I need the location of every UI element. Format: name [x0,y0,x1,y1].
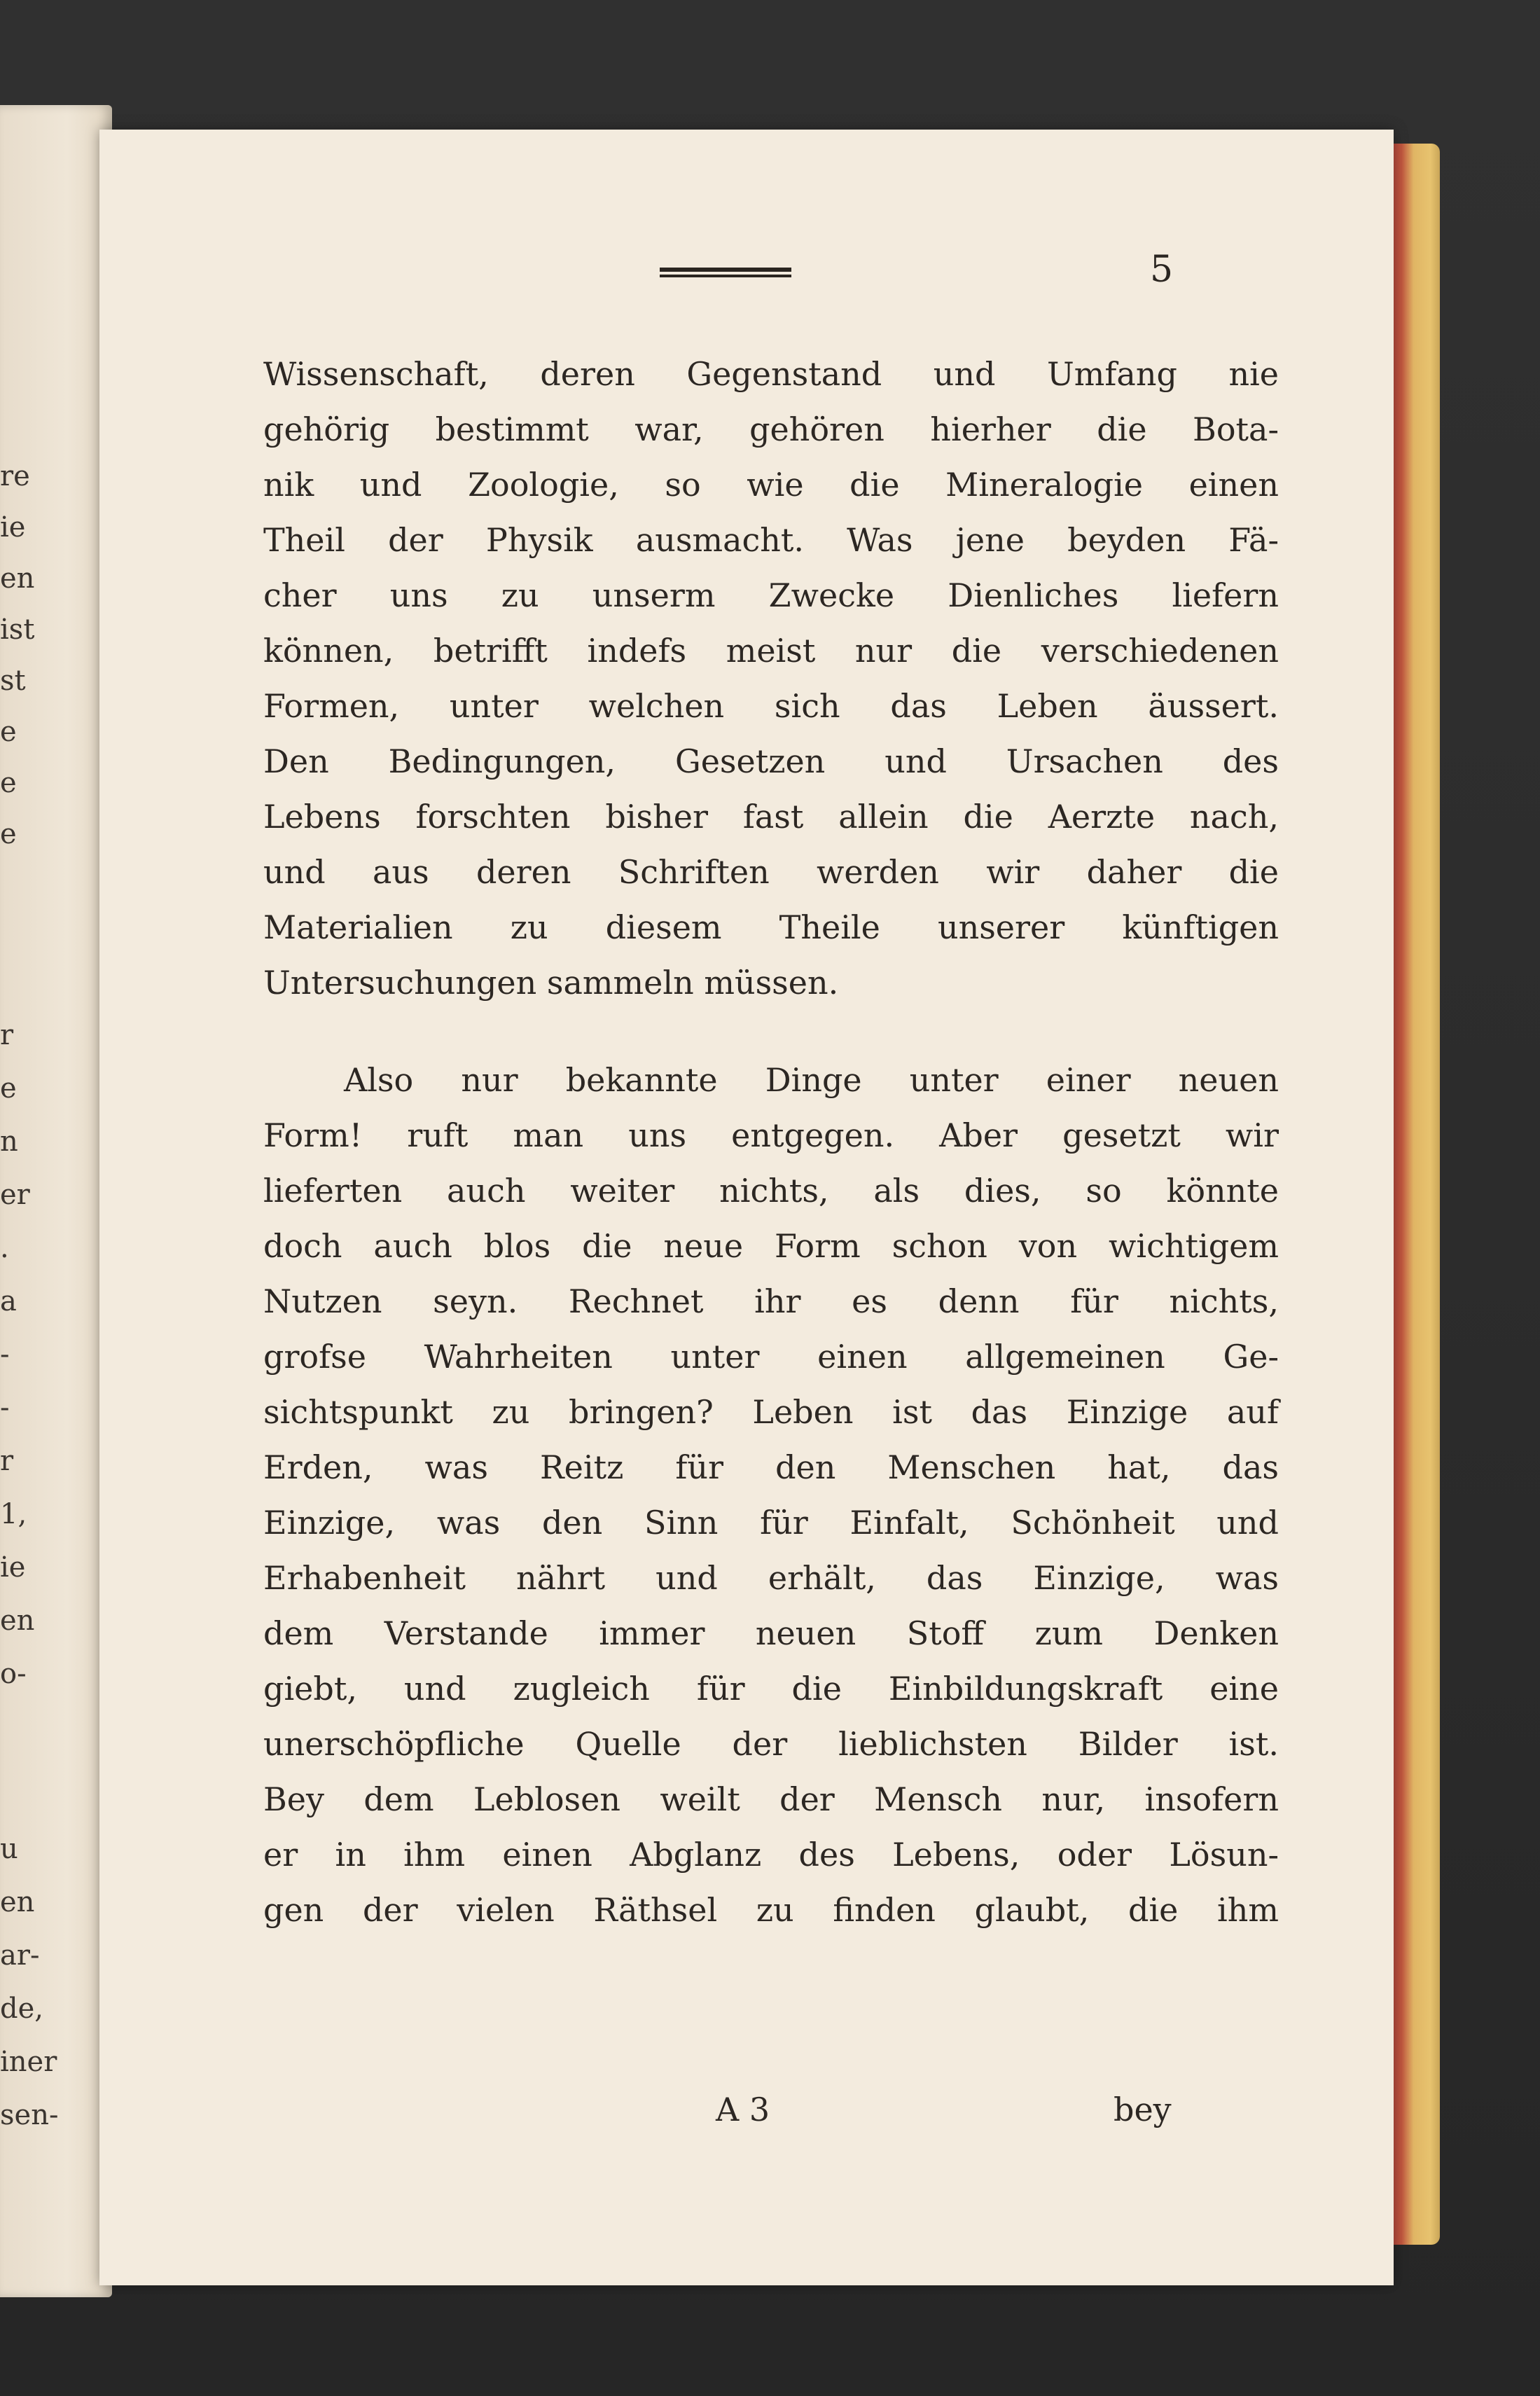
fragment-line: . [0,1232,9,1264]
fragment-line: o- [0,1658,27,1690]
fragment-line: er [0,1179,30,1211]
book-page [99,130,1394,2285]
text-line: Bey dem Leblosen weilt der Mensch nur, insofern [263,1780,1279,1818]
text-line: Lebens forschten bisher fast allein die Aerzte nach, [263,798,1279,836]
fragment-line: r [0,1445,14,1477]
text-line: Form! ruft man uns entgegen. Aber gesetzt wir [263,1116,1279,1154]
fragment-line: r [0,1019,14,1051]
catchword: bey [1114,2091,1172,2128]
previous-page-edge [0,105,112,2297]
text-line: Untersuchungen sammeln müssen. [263,964,839,1002]
text-line: Erden, was Reitz für den Menschen hat, das [263,1448,1279,1486]
text-line: dem Verstande immer neuen Stoff zum Denken [263,1614,1279,1652]
fragment-line: e [0,716,17,748]
paragraph-1 [263,347,1279,1011]
fragment-line: e [0,818,17,850]
text-line: Also nur bekannte Dinge unter einer neuen [344,1061,1279,1099]
text-line: Einzige, was den Sinn für Einfalt, Schönheit und [263,1504,1279,1542]
text-line: Materialien zu diesem Theile unserer künftigen [263,908,1279,946]
text-line: gehörig bestimmt war, gehören hierher die Bota- [263,410,1279,448]
signature-mark: A 3 [716,2091,770,2128]
fragment-line: n [0,1126,18,1158]
fragment-line: ar- [0,1939,40,1972]
text-line: Formen, unter welchen sich das Leben äussert. [263,687,1279,725]
fragment-line: ist [0,614,35,646]
fragment-line: e [0,1072,17,1104]
paragraph-spacing [263,1011,1279,1053]
fragment-line: en [0,1886,35,1918]
text-line: sichtspunkt zu bringen? Leben ist das Einzige auf [263,1393,1279,1431]
text-line: Den Bedingungen, Gesetzen und Ursachen des [263,742,1279,780]
fragment-line: ie [0,511,26,543]
text-line: giebt, und zugleich für die Einbildungskraft eine [263,1670,1279,1708]
fragment-line: a [0,1285,17,1317]
fragment-line: en [0,1605,35,1637]
fragment-line: 1, [0,1498,27,1530]
text-line: Erhabenheit nährt und erhält, das Einzige, was [263,1559,1279,1597]
text-line: gen der vielen Räthsel zu finden glaubt, die ihm [263,1891,1279,1929]
body-text [263,347,1279,1938]
fragment-line: re [0,460,30,492]
fragment-line: u [0,1833,18,1865]
text-line: können, betrifft indefs meist nur die verschiedenen [263,632,1279,670]
fragment-line: - [0,1392,10,1424]
fragment-line: e [0,767,17,799]
text-line: lieferten auch weiter nichts, als dies, so könnte [263,1172,1279,1210]
text-line: Theil der Physik ausmacht. Was jene beyden Fä- [263,521,1279,559]
book-cover-edge [1392,144,1440,2245]
paragraph-2 [263,1053,1279,1938]
text-line: cher uns zu unserm Zwecke Dienliches liefern [263,576,1279,614]
text-line: Wissenschaft, deren Gegenstand und Umfang nie [263,355,1279,393]
fragment-line: de, [0,1993,43,2025]
text-line: nik und Zoologie, so wie die Mineralogie einen [263,466,1279,504]
page-number: 5 [1150,249,1174,291]
page-footer [99,2091,1394,2140]
fragment-line: sen- [0,2099,59,2131]
text-line: Nutzen seyn. Rechnet ihr es denn für nichts, [263,1282,1279,1320]
previous-page-text-fragments [0,434,105,2185]
text-line: doch auch blos die neue Form schon von wichtigem [263,1227,1279,1265]
fragment-line: en [0,562,35,595]
fragment-line: st [0,665,26,697]
text-line: unerschöpfliche Quelle der lieblichsten Bilder ist. [263,1725,1279,1763]
text-line: und aus deren Schriften werden wir daher die [263,853,1279,891]
text-line: grofse Wahrheiten unter einen allgemeinen Ge- [263,1338,1279,1376]
text-line: er in ihm einen Abglanz des Lebens, oder Lösun- [263,1836,1279,1874]
fragment-line: ie [0,1551,26,1584]
header-ornament-rule [660,268,791,277]
fragment-line: iner [0,2046,57,2078]
fragment-line: - [0,1338,10,1371]
